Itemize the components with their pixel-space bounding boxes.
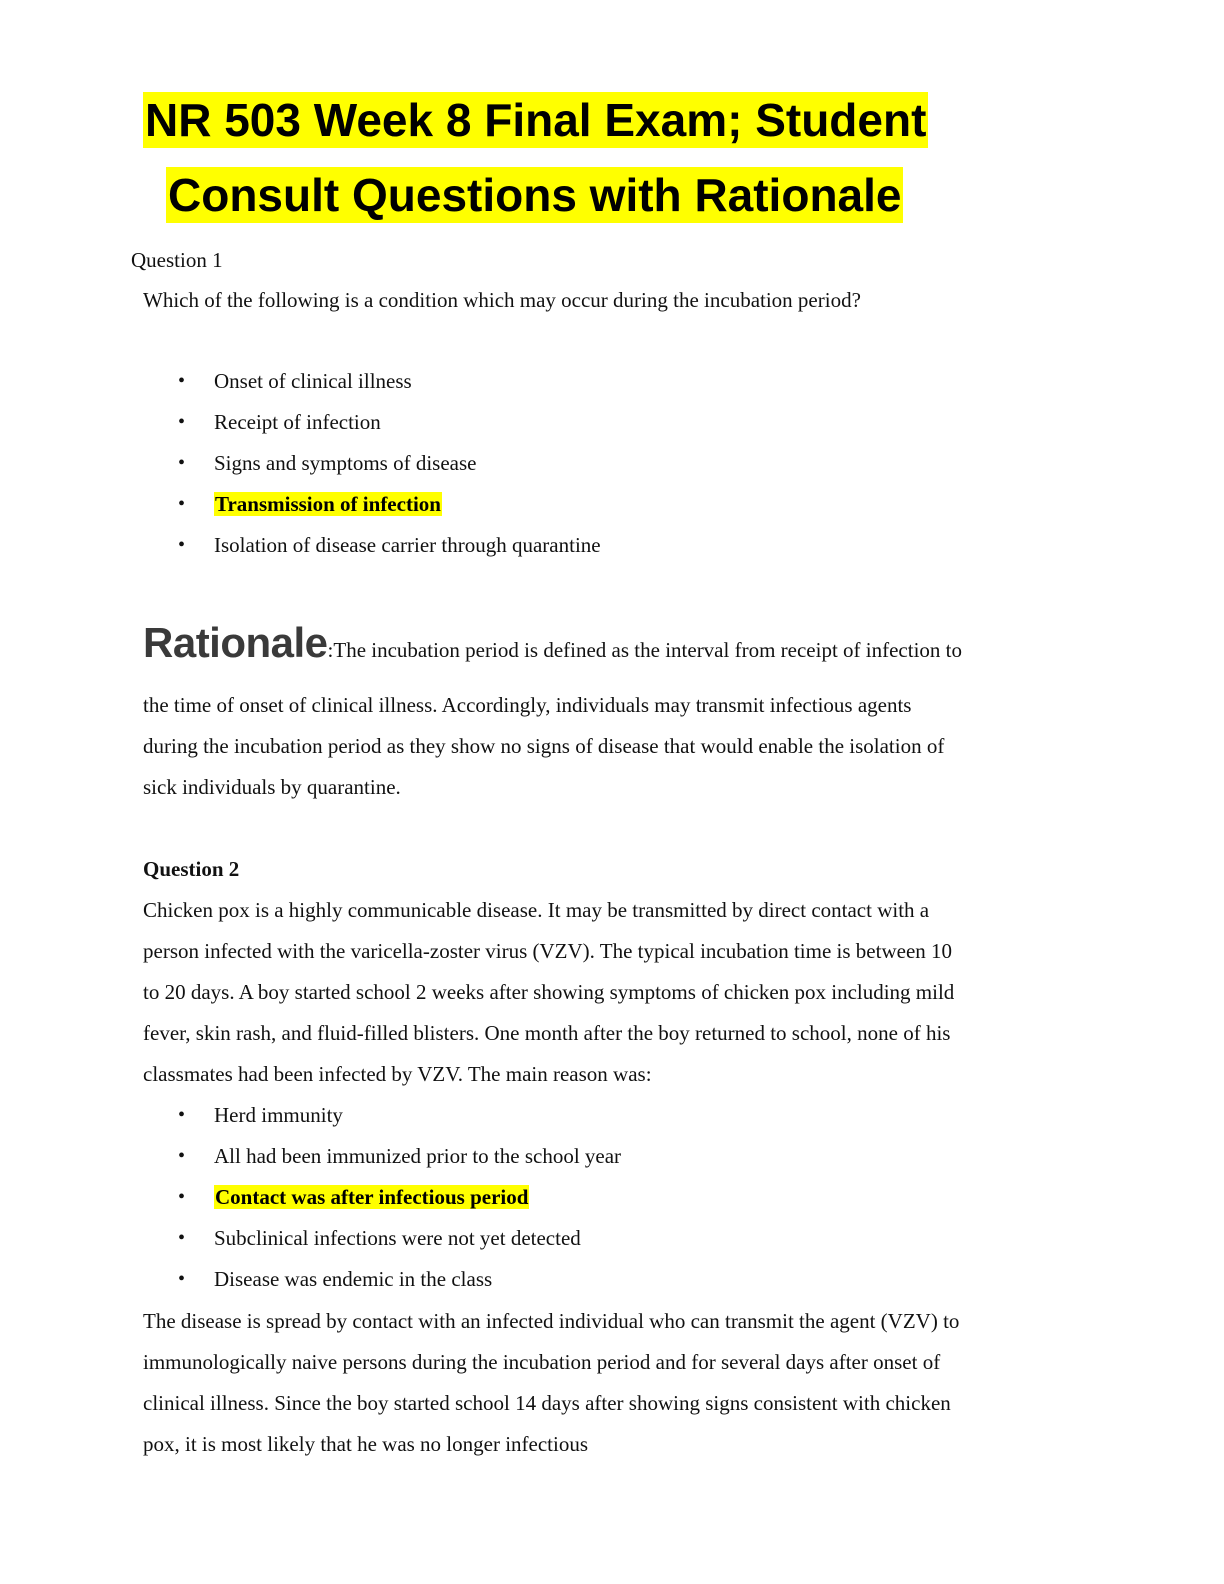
option-item [178,1103,621,1144]
question-1-options [178,369,601,574]
rationale-text-line: :The incubation period is defined as the interval from receipt of infection to [327,638,962,662]
question-2-options [178,1103,621,1308]
explanation-line: pox, it is most likely that he was no longer infectious [143,1432,589,1456]
prompt-line: Chicken pox is a highly communicable disease. It may be transmitted by direct contact with a [143,898,930,922]
bullet-icon: • [178,1227,186,1249]
prompt-line: person infected with the varicella-zoster virus (VZV). The typical incubation time is between 10 [143,939,953,963]
question-1-prompt: Which of the following is a condition which may occur during the incubation period? [143,288,861,312]
question-1-label: Question 1 [131,248,223,272]
document-title-line-1: NR 503 Week 8 Final Exam; Student [145,94,927,146]
option-text: All had been immunized prior to the school year [214,1144,622,1168]
bullet-icon: • [178,452,186,474]
bullet-icon: • [178,493,186,515]
option-text: Herd immunity [214,1103,343,1127]
option-item [178,451,601,492]
option-item [178,1226,621,1267]
correct-answer-text: Transmission of infection [215,492,441,516]
rationale-text-line: during the incubation period as they show no signs of disease that would enable the isolation of [143,734,945,758]
option-text: Onset of clinical illness [214,369,412,393]
option-item-correct [178,492,601,533]
explanation-line: The disease is spread by contact with an infected individual who can transmit the agent (VZV) to [143,1309,960,1333]
bullet-icon: • [178,1268,186,1290]
option-text: Signs and symptoms of disease [214,451,477,475]
rationale-text-line: sick individuals by quarantine. [143,775,401,799]
bullet-icon: • [178,1186,186,1208]
rationale-first-line [143,619,962,674]
option-text: Isolation of disease carrier through quarantine [214,533,601,557]
explanation-line: immunologically naive persons during the incubation period and for several days after onset of [143,1350,941,1374]
rationale-text-line: the time of onset of clinical illness. Accordingly, individuals may transmit infectious agents [143,693,912,717]
option-item [178,1144,621,1185]
option-item-correct [178,1185,621,1226]
prompt-line: fever, skin rash, and fluid-filled blisters. One month after the boy returned to school, none of his [143,1021,951,1045]
bullet-icon: • [178,1145,186,1167]
correct-answer-text: Contact was after infectious period [215,1185,529,1209]
option-item [178,1267,621,1308]
rationale-heading: Rationale [143,619,328,666]
option-item [178,410,601,451]
option-item [178,369,601,410]
question-2-explanation [143,1309,1083,1473]
option-text: Receipt of infection [214,410,381,434]
rationale-paragraph [143,693,1083,816]
explanation-line: clinical illness. Since the boy started school 14 days after showing signs consistent with chicken [143,1391,951,1415]
question-2-label: Question 2 [143,857,240,881]
prompt-line: classmates had been infected by VZV. The main reason was: [143,1062,652,1086]
bullet-icon: • [178,411,186,433]
question-2-prompt [143,898,1083,1103]
document-title-line-2: Consult Questions with Rationale [168,169,902,221]
bullet-icon: • [178,1104,186,1126]
option-item [178,533,601,574]
bullet-icon: • [178,534,186,556]
prompt-line: to 20 days. A boy started school 2 weeks after showing symptoms of chicken pox including mild [143,980,955,1004]
bullet-icon: • [178,370,186,392]
option-text: Disease was endemic in the class [214,1267,493,1291]
option-text: Subclinical infections were not yet detected [214,1226,581,1250]
